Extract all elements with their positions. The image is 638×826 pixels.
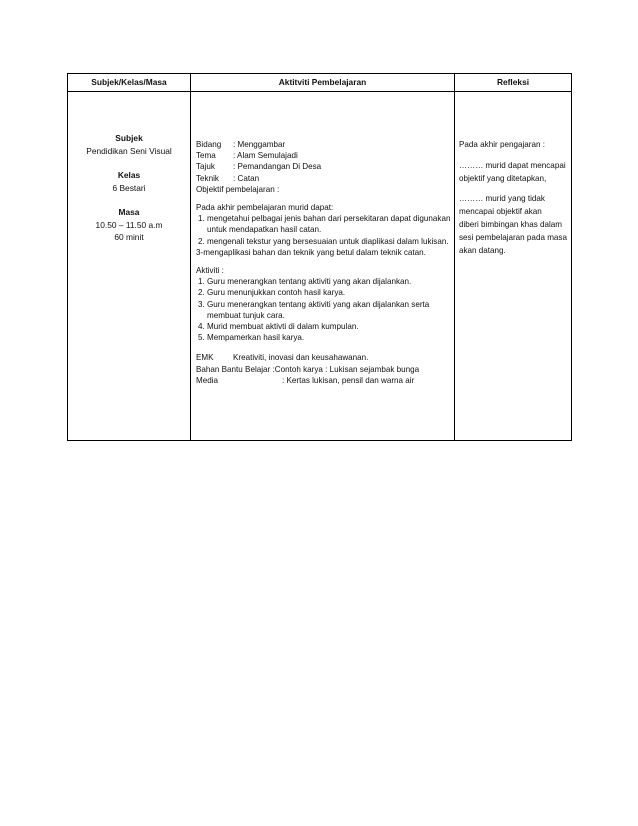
aktiviti-item-3-text: Guru menerangkan tentang aktiviti yang akan dijalankan serta membuat tunjuk cara. bbox=[207, 299, 430, 320]
aktiviti-item-3 bbox=[196, 299, 454, 321]
aktiviti-item-5-number: 5. bbox=[198, 333, 205, 343]
teknik-key: Teknik bbox=[196, 173, 219, 183]
column-divider-1 bbox=[190, 74, 191, 440]
header-refleksi: Refleksi bbox=[496, 77, 530, 87]
emk-row bbox=[196, 352, 454, 363]
kelas-block bbox=[68, 169, 190, 194]
refleksi-item-2-line-1: ……… murid yang tidak bbox=[459, 194, 545, 203]
refleksi-item-1-line-2: objektif yang ditetapkan, bbox=[459, 174, 547, 183]
aktiviti-item-5 bbox=[196, 332, 454, 343]
bidang-key: Bidang bbox=[196, 140, 222, 149]
teknik-value: : Catan bbox=[233, 173, 260, 183]
refleksi-item-2-line-3: diberi bimbingan khas dalam bbox=[459, 220, 563, 229]
aktiviti-item-4-text: Murid membuat aktivti di dalam kumpulan. bbox=[207, 322, 359, 332]
aktiviti-item-1-text: Guru menerangkan tentang aktiviti yang akan dijalankan. bbox=[207, 277, 412, 287]
header-aktiviti-pembelajaran: Aktitviti Pembelajaran bbox=[278, 77, 367, 87]
objektif-item-2 bbox=[196, 236, 454, 247]
tajuk-row bbox=[196, 161, 454, 172]
objektif-item-2-text: mengenali tekstur yang bersesuaian untuk diaplikasi dalam lukisan. bbox=[207, 236, 449, 246]
emk-value: Kreativiti, inovasi dan keusahawanan. bbox=[233, 353, 369, 363]
subjek-value: Pendidikan Seni Visual bbox=[86, 145, 172, 156]
tema-row bbox=[196, 150, 454, 161]
teknik-row bbox=[196, 173, 454, 184]
tajuk-value: : Pemandangan Di Desa bbox=[233, 162, 322, 172]
subjek-block bbox=[68, 132, 190, 157]
bahan-bantu-belajar: Bahan Bantu Belajar :Contoh karya : Lukisan sejambak bunga bbox=[196, 364, 420, 374]
masa-block bbox=[68, 206, 190, 244]
kelas-label: Kelas bbox=[117, 170, 141, 180]
subjek-label: Subjek bbox=[115, 133, 143, 143]
objektif-intro: Pada akhir pembelajaran murid dapat: bbox=[196, 203, 334, 213]
tajuk-key: Tajuk bbox=[196, 162, 215, 172]
refleksi-heading: Pada akhir pengajaran : bbox=[459, 140, 545, 149]
emk-key: EMK bbox=[196, 353, 214, 363]
aktiviti-item-1-number: 1. bbox=[198, 277, 205, 287]
aktiviti-item-1 bbox=[196, 276, 454, 287]
refleksi-item-2-line-4: sesi pembelajaran pada masa bbox=[459, 233, 567, 242]
bidang-row bbox=[196, 139, 454, 150]
aktiviti-item-2 bbox=[196, 287, 454, 298]
kelas-value: 6 Bestari bbox=[112, 182, 146, 193]
media-key: Media bbox=[196, 375, 219, 385]
objektif-item-3: 3-mengaplikasi bahan dan teknik yang betul dalam teknik catan. bbox=[196, 247, 426, 257]
tema-value: : Alam Semulajadi bbox=[233, 151, 298, 161]
header-subjek-kelas-masa: Subjek/Kelas/Masa bbox=[91, 77, 167, 87]
aktiviti-item-3-number: 3. bbox=[198, 299, 205, 309]
lesson-plan-table bbox=[67, 73, 572, 441]
aktiviti-pembelajaran-cell bbox=[196, 92, 454, 386]
refleksi-item-1-line-1: ……… murid dapat mencapai bbox=[459, 161, 566, 170]
masa-duration: 60 minit bbox=[114, 232, 144, 242]
aktiviti-item-4 bbox=[196, 321, 454, 332]
media-value: : Kertas lukisan, pensil dan warna air bbox=[282, 375, 415, 385]
media-row bbox=[196, 375, 454, 386]
table-header-row bbox=[68, 74, 571, 92]
objektif-item-1-number: 1. bbox=[198, 214, 205, 224]
refleksi-item-2-line-5: akan datang. bbox=[459, 246, 506, 255]
refleksi-item-2-line-2: mencapai objektif akan bbox=[459, 207, 542, 216]
aktiviti-item-4-number: 4. bbox=[198, 322, 205, 332]
objektif-item-1-text: mengetahui pelbagai jenis bahan dari persekitaran dapat digunakan untuk mendapatkan hasil catan. bbox=[207, 214, 451, 235]
column-divider-2 bbox=[454, 74, 455, 440]
bidang-value: : Menggambar bbox=[233, 140, 286, 149]
aktiviti-title: Aktiviti : bbox=[196, 266, 224, 276]
refleksi-cell bbox=[459, 92, 567, 257]
aktiviti-item-2-text: Guru menunjukkan contoh hasil karya. bbox=[207, 288, 346, 298]
aktiviti-item-2-number: 2. bbox=[198, 288, 205, 298]
masa-time: 10.50 – 11.50 a.m bbox=[95, 219, 163, 230]
objektif-title: Objektif pembelajaran : bbox=[196, 184, 280, 194]
objektif-item-1 bbox=[196, 213, 454, 235]
objektif-item-2-number: 2. bbox=[198, 236, 205, 246]
tema-key: Tema bbox=[196, 151, 216, 161]
aktiviti-item-5-text: Mempamerkan hasil karya. bbox=[207, 333, 305, 343]
masa-label: Masa bbox=[118, 207, 140, 217]
